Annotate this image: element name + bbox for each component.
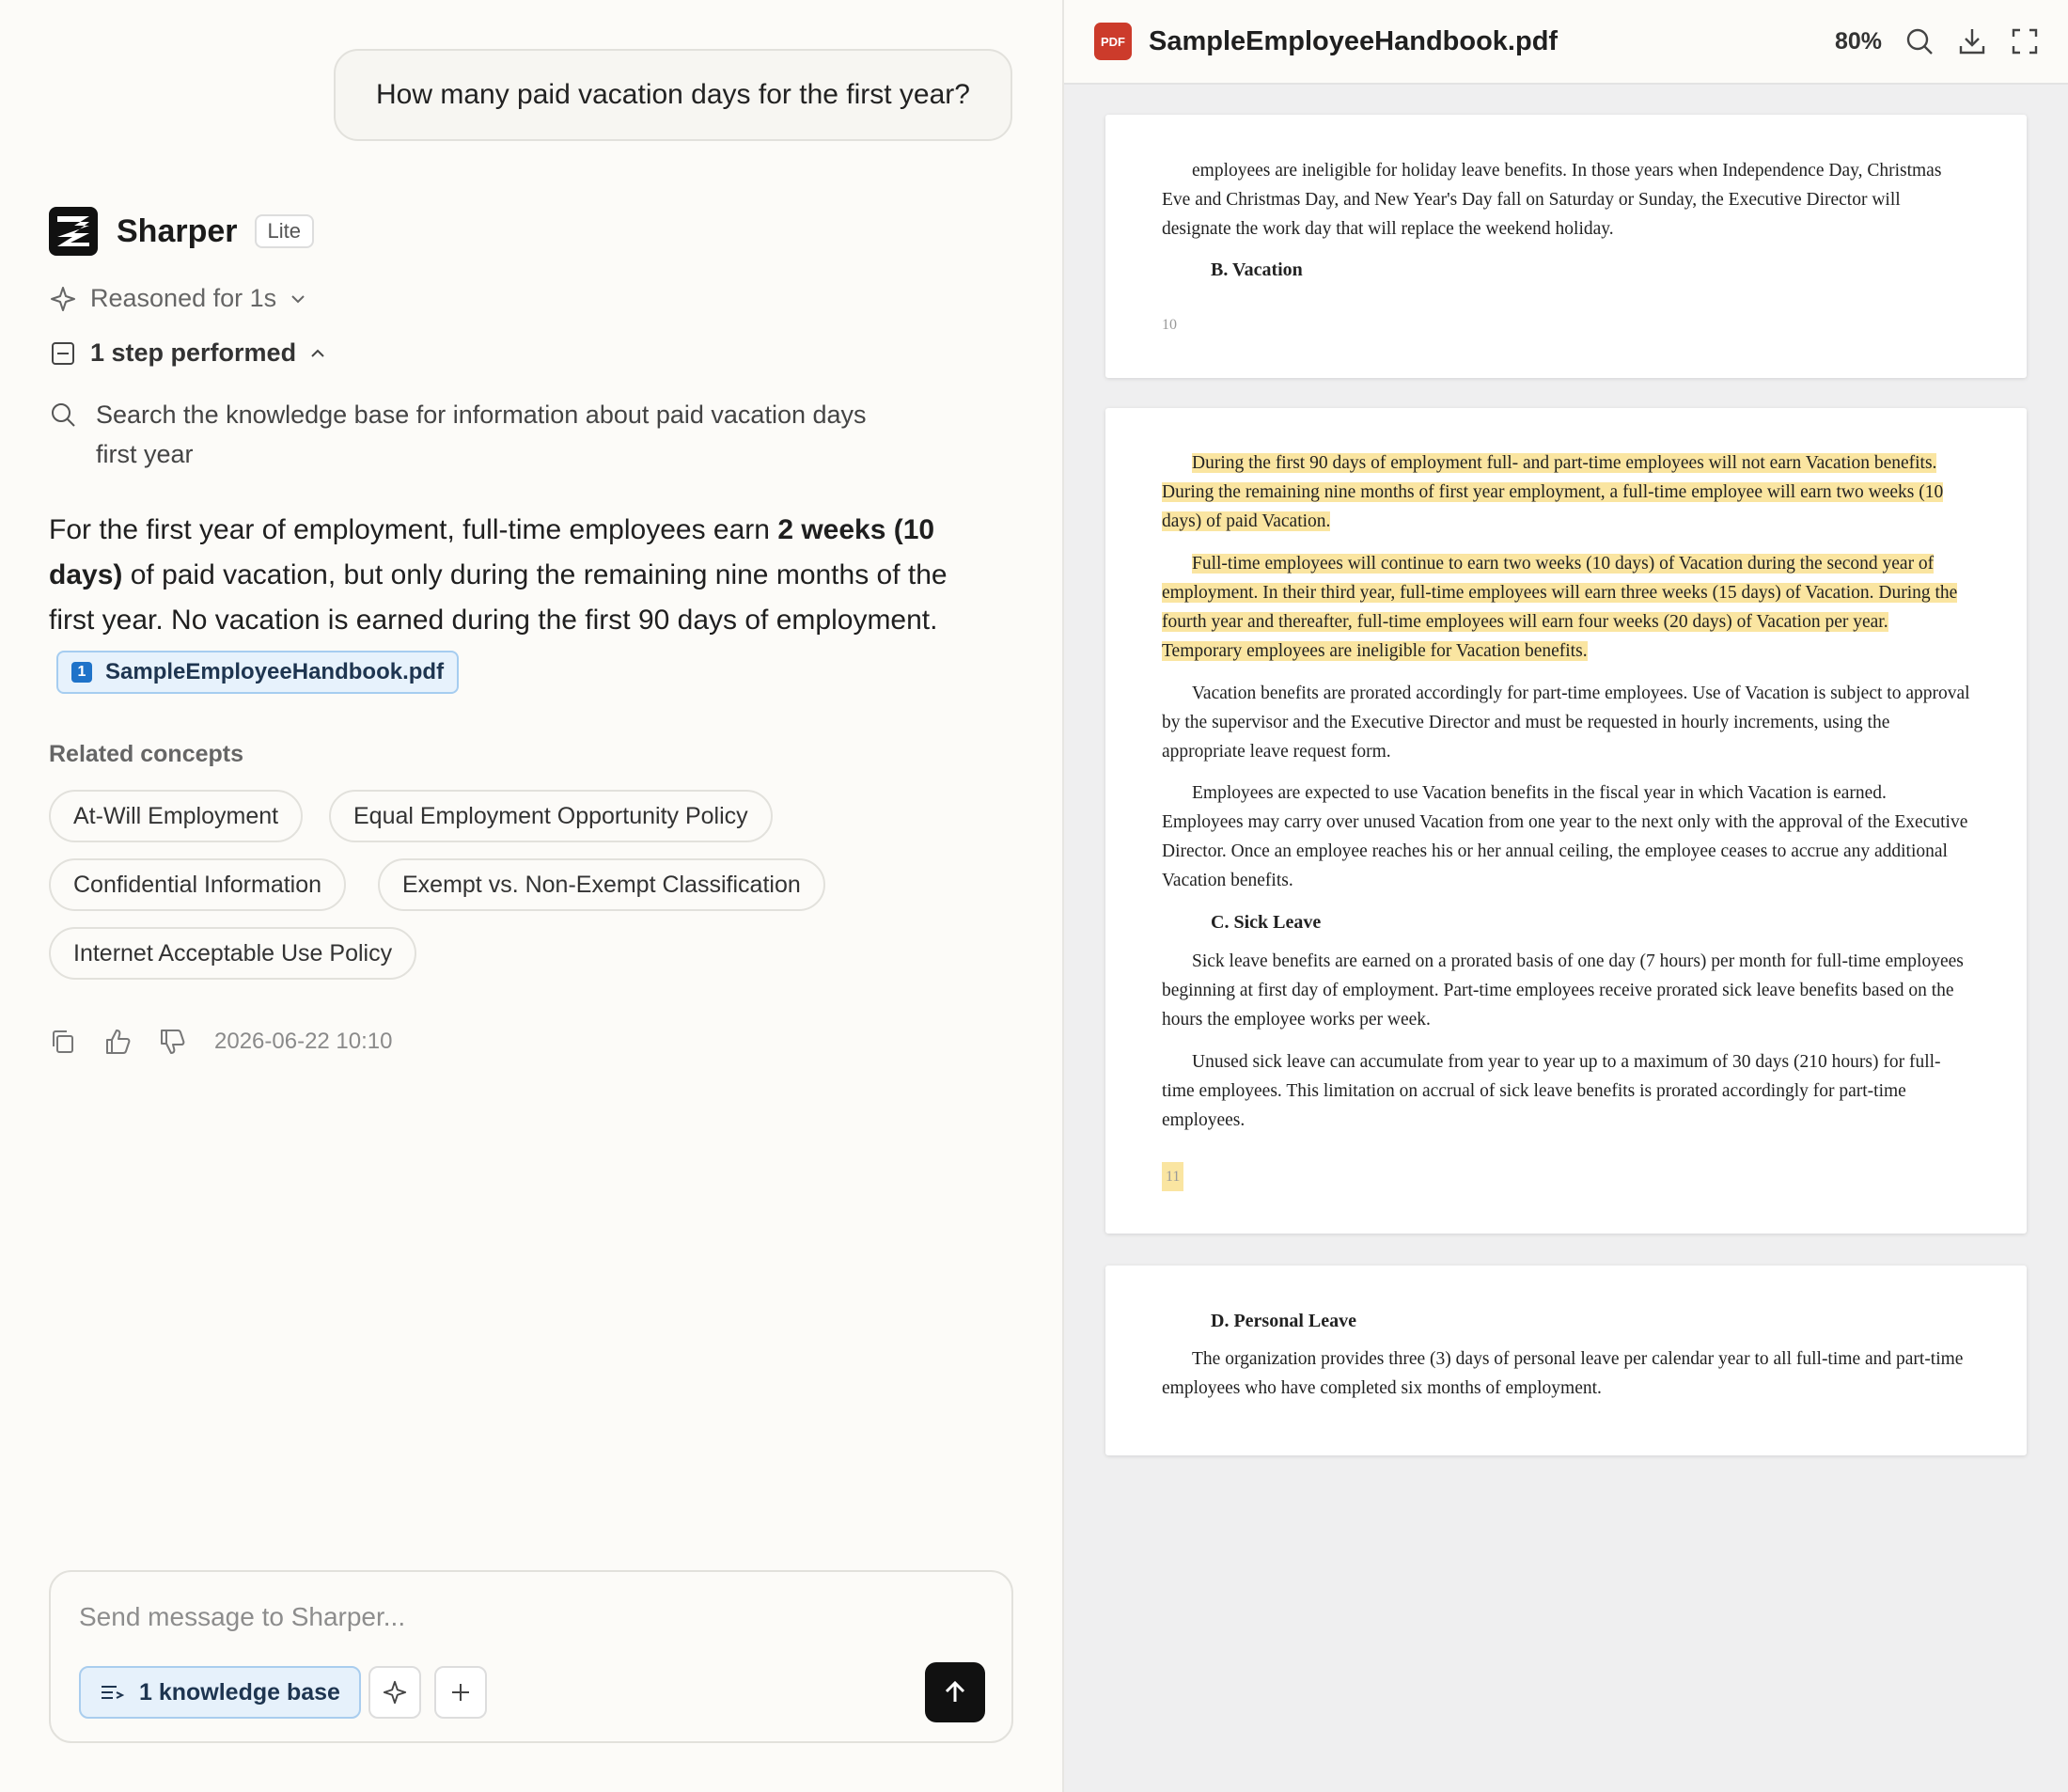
page-number: 11 [1162,1162,1183,1191]
message-actions [49,1028,393,1056]
chevron-up-icon [309,345,326,362]
send-button[interactable] [925,1662,985,1722]
reasoning-label: Reasoned for 1s [90,284,277,312]
page-paragraph: Unused sick leave can accumulate from year to year up to a maximum of 30 days (210 hours) for full-time employees. This limitation on accrual of sick leave benefits is prorated accordingly for part-time employees. [1162,1052,1941,1130]
section-heading: B. Vacation [1211,259,1303,280]
sharper-logo-icon [49,207,98,256]
section-heading: D. Personal Leave [1211,1311,1356,1331]
download-icon[interactable] [1957,26,1987,56]
assistant-answer [49,508,998,643]
copy-icon[interactable] [49,1028,77,1056]
pdf-page [1105,1265,2027,1455]
assistant-name: Sharper [117,212,238,249]
related-concept-chip[interactable]: Exempt vs. Non-Exempt Classification [378,858,825,911]
citation-chip[interactable] [56,651,459,694]
pdf-page [1105,408,2027,1234]
steps-label: 1 step performed [90,338,297,367]
sparkle-icon [382,1679,408,1706]
search-step-text: Search the knowledge base for information about paid vacation days first year [96,401,867,468]
sparkle-button[interactable] [368,1666,421,1719]
related-concept-chip[interactable]: Confidential Information [49,858,346,911]
related-concept-chip[interactable]: Equal Employment Opportunity Policy [329,790,773,842]
sparkle-icon [49,285,77,313]
answer-text-end: of paid vacation, but only during the remaining nine months of the first year. No vacation is earned during the first 90 days of employment. [49,559,948,636]
message-input[interactable]: Send message to Sharper... [79,1602,406,1631]
user-message [334,49,1012,141]
highlighted-paragraph [1162,549,1972,666]
answer-text-start: For the first year of employment, full-time employees earn [49,514,778,545]
pdf-toolbar [1064,0,2068,85]
list-icon [100,1682,124,1703]
citation-number: 1 [71,662,92,683]
search-step [49,395,876,474]
highlight-text: During the first 90 days of employment full- and part-time employees will not earn Vacation benefits. During the remaining nine months of first year employment, a full-time employee will earn two weeks (10 days) of paid Vacation. [1162,453,1944,531]
pdf-filename: SampleEmployeeHandbook.pdf [1149,25,1559,56]
user-message-text: How many paid vacation days for the first year? [376,79,970,110]
arrow-up-icon [941,1678,969,1706]
highlight-text: Full-time employees will continue to earn two weeks (10 days) of Vacation during the second year of employment. In their third year, full-time employees will earn three weeks (15 days) of Vacation. During the fourth year and thereafter, full-time employees will earn four weeks (20 days) of Vacation per year. Temporary employees are ineligible for Vacation benefits. [1162,554,1958,661]
knowledge-base-button[interactable] [79,1666,361,1719]
reasoning-toggle[interactable] [49,284,306,313]
thumbs-down-icon[interactable] [158,1028,186,1056]
pdf-page [1105,115,2027,378]
zoom-level[interactable]: 80% [1834,28,1882,55]
message-timestamp: 2026-06-22 10:10 [214,1029,393,1054]
steps-toggle[interactable] [49,338,326,368]
tier-badge: Lite [255,214,314,248]
assistant-header [49,207,314,256]
fullscreen-icon[interactable] [2010,26,2040,56]
answer-highlight: 2 weeks (10 days) [49,514,935,590]
related-concepts-title: Related concepts [49,741,244,767]
plus-icon [448,1680,473,1705]
steps-icon [49,339,77,368]
citation-label: SampleEmployeeHandbook.pdf [105,659,445,684]
pdf-viewer [1064,0,2068,1792]
page-paragraph: Sick leave benefits are earned on a prorated basis of one day (7 hours) per month for full-time employees beginning at first day of employment. Part-time employees receive prorated sick leave benefits based on the hours the employee works per week. [1162,951,1964,1030]
page-number: 10 [1162,317,1177,333]
knowledge-base-label: 1 knowledge base [139,1678,340,1706]
chevron-down-icon [290,291,306,307]
page-paragraph: Vacation benefits are prorated accordingly for part-time employees. Use of Vacation is subject to approval by the supervisor and the Executive Director and must be requested in hourly increments, using the appropriate leave request form. [1162,684,1970,762]
page-paragraph: Employees are expected to use Vacation benefits in the fiscal year in which Vacation is earned. Employees may carry over unused Vacation from one year to the next only with the approval of the Executive Director. Once an employee reaches his or her annual ceiling, the employee ceases to accrue any additional Vacation benefits. [1162,783,1968,890]
message-composer [49,1570,1013,1743]
section-heading: C. Sick Leave [1211,912,1322,933]
add-button[interactable] [434,1666,487,1719]
page-paragraph: employees are ineligible for holiday leave benefits. In those years when Independence Day, Christmas Eve and Christmas Day, and New Year's Day fall on Saturday or Sunday, the Executive Director will designate the work day that will replace the weekend holiday. [1162,161,1942,239]
page-paragraph: The organization provides three (3) days of personal leave per calendar year to all full-time and part-time employees who have completed six months of employment. [1162,1349,1964,1398]
thumbs-up-icon[interactable] [103,1028,132,1056]
search-icon [49,401,77,429]
related-concept-chip[interactable]: At-Will Employment [49,790,303,842]
pdf-file-icon: PDF [1094,23,1132,60]
related-concept-chip[interactable]: Internet Acceptable Use Policy [49,927,416,980]
search-icon[interactable] [1904,26,1935,56]
highlighted-paragraph [1162,448,1972,536]
